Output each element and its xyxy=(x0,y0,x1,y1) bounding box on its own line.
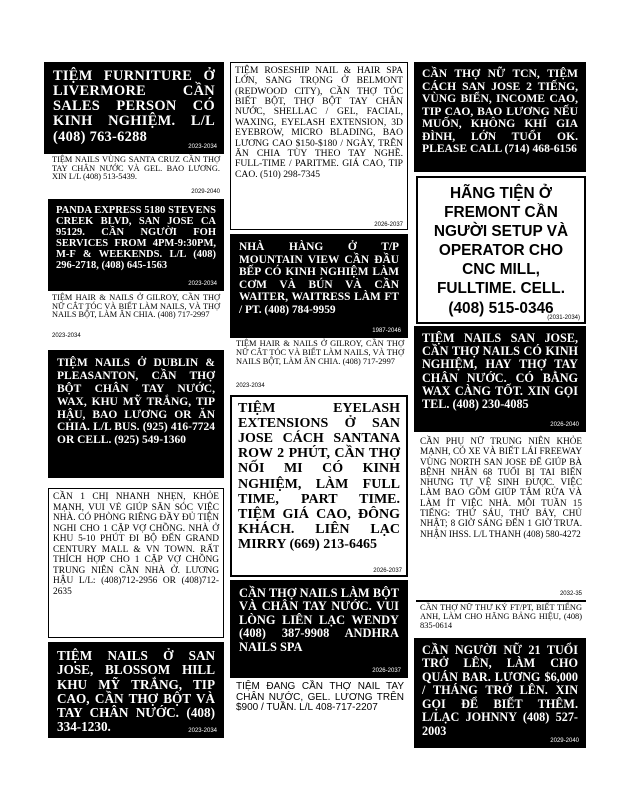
ad-text: CẦN THỢ NỮ THƯ KÝ FT/PT, BIẾT TIẾNG ANH, LÀM CHO HÃNG BẢNG HIỆU, (408) 835-0614 xyxy=(420,603,582,630)
ad-code: 2032-35 xyxy=(559,591,582,597)
ad-text: PANDA EXPRESS 5180 STEVENS CREEK BLVD, SAN JOSE CA 95129. CẦN NGƯỜI FOH SERVICES FROM 4PM-9:30PM, M-F & WEEKENDS. L/L (408) 296-2718, (408) 645-1563 xyxy=(56,205,216,272)
ad-nails-blossom-hill xyxy=(48,642,224,738)
ad-code: 2023-2034 xyxy=(52,333,81,339)
ad-furniture-livermore xyxy=(44,62,224,154)
ad-panda-express xyxy=(48,199,224,291)
ad-code: 2023-2034 xyxy=(188,281,217,287)
ad-text: CẦN NGƯỜI NỮ 21 TUỔI TRỞ LÊN, LÀM CHO QUÁN BAR. LƯƠNG $6,000 / THÁNG TRỞ LÊN. XIN GỌI ĐỂ BIẾT THÊM. L/LẠC JOHNNY (408) 527-2003 xyxy=(422,643,578,738)
ad-code: 2026-2040 xyxy=(550,422,579,428)
ad-text: TIỆM ĐANG CẦN THỢ NAIL TAY CHÂN NƯỚC, GEL. LƯƠNG TRÊN $900 / TUẦN. L/L 408-717-2207 xyxy=(236,681,404,713)
ad-text: NHÀ HÀNG Ở T/P MOUNTAIN VIEW CẦN ĐẦU BẾP CÓ KINH NGHIỆM LÀM CƠM VÀ BÚN VÀ CẦN WAITER, WAITRESS LÀM FT / PT. (408) 784-9959 xyxy=(239,241,399,316)
ad-text: TIỆM HAIR & NAILS Ở GILROY, CẦN THỢ NỮ CẮT TÓC VÀ BIẾT LÀM NAILS, VÀ THỢ NAILS BỘT, LÀM ĂN CHIA. (408) 717-2997 xyxy=(236,339,404,366)
ad-code: 2029-2040 xyxy=(191,189,220,195)
ad-chi-nhanh-nhen xyxy=(48,488,224,638)
ad-text: TIỆM ROSESHIP NAIL & HAIR SPA LỚN, SANG TRỌNG Ở BELMONT (REDWOOD CITY), CẦN THỢ TÓC BIẾT BỘT, THỢ BỘT TAY CHÂN NƯỚC, SHELLAC / GEL, FACIAL, WAXING, EYELASH EXTENSION, 3D EYEBROW, MICRO BLADING, BAO LƯƠNG CAO $150-$180 / NGÀY, TRÊN ĂN CHIA TÙY THEO TAY NGHỀ. FULL-TIME / PARITME. GIÁ CAO, TIP CAO. (510) 298-7345 xyxy=(235,65,403,180)
ad-roseship-nail-spa xyxy=(230,62,408,230)
ad-text: CẦN THỢ NỮ TCN, TIỆM CÁCH SAN JOSE 2 TIẾNG, VÙNG BIỂN, INCOME CAO, TIP CAO, BAO LƯƠNG NẾU MUỐN, KHÔNG KHÍ GIA ĐÌNH, LỚN TUỔI OK. PLEASE CALL (714) 468-6156 xyxy=(422,67,578,156)
ad-text: HÃNG TIỆN Ở FREMONT CẦN NGƯỜI SETUP VÀ OPERATOR CHO CNC MILL, FULLTIME. CELL. (408) 515-0346 xyxy=(433,185,569,317)
ad-mountain-view-restaurant xyxy=(230,234,408,338)
ad-phu-nu-trung-nien xyxy=(416,434,586,598)
ad-thu-ky-bang-hieu xyxy=(416,602,586,636)
ad-andhra-nails-spa xyxy=(230,580,408,678)
ad-nails-san-jose xyxy=(414,326,586,432)
ad-text: TIỆM EYELASH EXTENSIONS Ở SAN JOSE CÁCH SANTANA ROW 2 PHÚT, CẦN THỢ NỐI MI CÓ KINH NGHIỆM, LÀM FULL TIME, PART TIME. TIỆM GIÁ CAO, ĐÔNG KHÁCH. LIÊN LẠC MIRRY (669) 213-6465 xyxy=(238,401,400,552)
ad-nails-dublin-pleasanton xyxy=(48,350,224,478)
ad-text: CẦN 1 CHỊ NHANH NHẸN, KHỎE MẠNH, VUI VẺ GIÚP SĂN SÓC VIỆC NHÀ. CÓ PHÒNG RIÊNG ĐẦY ĐỦ TIỆN NGHI CHO 1 CẶP VỢ CHỒNG. NHÀ Ở KHU 5-10 PHÚT ĐI BỘ ĐẾN GRAND CENTURY MALL & VN TOWN. RẤT THÍCH HỢP CHO 1 CẶP VỢ CHỒNG TRUNG NIÊN CẦN NHÀ Ở. LƯƠNG HẬU L/L: (408)712-2956 OR (408)712-2635 xyxy=(53,492,219,597)
ad-text: TIỆM NAILS Ở DUBLIN & PLEASANTON, CẦN THỢ BỘT CHÂN TAY NƯỚC, WAX, KHU MỸ TRẮNG, TIP HẬU, BAO LƯƠNG OR ĂN CHIA. L/L BUS. (925) 416-7724 OR CELL. (925) 549-1360 xyxy=(57,357,215,447)
ad-code: 2023-2034 xyxy=(236,383,265,389)
ad-text: CẦN PHỤ NỮ TRUNG NIÊN KHỎE MẠNH, CÓ XE VÀ BIẾT LÁI FREEWAY VÙNG NORTH SAN JOSE ĐỂ GIÚP BÀ BỆNH NHÂN 68 TUỔI BỊ TAI BIẾN NHƯNG TỰ VỆ SINH ĐƯỢC. VIỆC LÀM BAO GỒM GIÚP TẮM RỬA VÀ LÀM ÍT VIỆC NHÀ. MỖI TUẦN 15 TIẾNG: THỨ SÁU, THỨ BẢY, CHỦ NHẬT; 8 GIỜ SÁNG ĐẾN 1 GIỜ TRƯA. NHẬN IHSS. L/L THANH (408) 580-4272 xyxy=(420,436,582,539)
ad-gilroy-hair-nails-mid xyxy=(232,338,408,390)
ad-nails-santa-cruz xyxy=(48,154,224,196)
ad-code: (2031-2034) xyxy=(547,315,580,321)
ad-text: TIỆM FURNITURE Ở LIVERMORE CẦN SALES PERSON CÓ KINH NGHIỆM. L/L (408) 763-6288 xyxy=(53,68,215,145)
ad-text: TIỆM HAIR & NAILS Ở GILROY, CẦN THỢ NỮ CẮT TÓC VÀ BIẾT LÀM NAILS, VÀ THỢ NAILS BỘT, LÀM ĂN CHIA. (408) 717-2997 xyxy=(52,293,220,320)
ad-gilroy-hair-nails-left xyxy=(48,292,224,340)
ad-nail-tay-chan-nuoc xyxy=(232,680,408,736)
ad-code: 2023-2034 xyxy=(188,728,217,734)
ad-text: TIỆM NAILS SAN JOSE, CẦN THỢ NAILS CÓ KINH NGHIỆM, HAY THỢ TAY CHÂN NƯỚC. CÓ BẰNG WAX CÀNG TỐT. XIN GỌI TEL. (408) 230-4085 xyxy=(422,331,578,411)
ad-tcn-san-jose xyxy=(414,62,586,172)
ad-eyelash-extensions xyxy=(230,395,408,577)
ad-code: 2026-2037 xyxy=(373,568,402,574)
ad-code: 2023-2034 xyxy=(188,144,217,150)
ad-code: 2029-2040 xyxy=(550,738,579,744)
ad-text: TIỆM NAILS Ở SAN JOSE, BLOSSOM HILL KHU MỸ TRẮNG, TIP CAO, CẦN THỢ BỘT VÀ TAY CHÂN NƯỚC. (408) 334-1230. xyxy=(57,648,215,735)
ad-text: CẦN THỢ NAILS LÀM BỘT VÀ CHÂN TAY NƯỚC. VUI LÒNG LIÊN LẠC WENDY (408) 387-9908 ANDHRA NAILS SPA xyxy=(239,586,399,654)
ad-code: 2026-2037 xyxy=(372,668,401,674)
ad-fremont-cnc xyxy=(416,176,586,324)
ad-quan-bar xyxy=(414,638,586,748)
ad-text: TIỆM NAILS VÙNG SANTA CRUZ CẦN THỢ TAY CHÂN NƯỚC VÀ GEL. BAO LƯƠNG. XIN L/L (408) 513-5439. xyxy=(52,155,220,182)
ad-code: 2026-2037 xyxy=(374,222,403,228)
ad-code: 1987-2046 xyxy=(372,328,401,334)
